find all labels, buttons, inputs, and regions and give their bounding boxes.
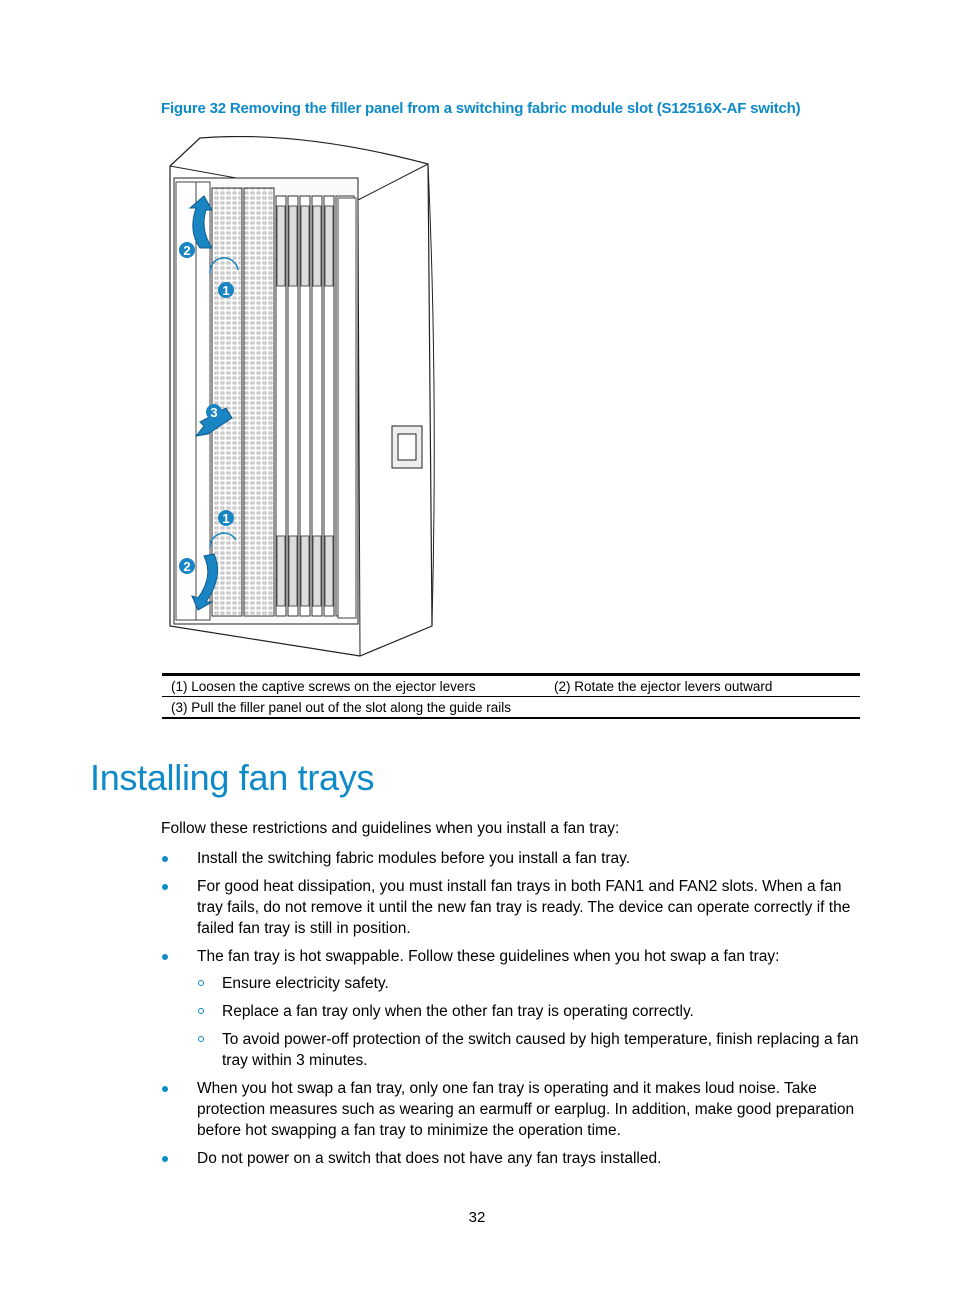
sub-list-item-text: Replace a fan tray only when the other fan tray is operating correctly. xyxy=(222,1003,694,1020)
list-item-text: The fan tray is hot swappable. Follow these guidelines when you hot swap a fan tray: xyxy=(197,948,780,965)
figure-legend-table xyxy=(162,673,860,719)
svg-text:2: 2 xyxy=(183,559,191,574)
sub-list xyxy=(197,973,871,1071)
list-item-text: When you hot swap a fan tray, only one fan tray is operating and it makes loud noise. Take protection measures such as wearing an earmuff or earplug. In addition, make good preparation before hot swapping a fan tray to minimize the operation time. xyxy=(197,1080,855,1139)
section-title: Installing fan trays xyxy=(90,757,375,798)
sub-list-item xyxy=(197,1001,871,1022)
hollow-bullet-icon xyxy=(198,1008,204,1014)
svg-text:2: 2 xyxy=(183,243,191,258)
svg-text:1: 1 xyxy=(222,283,230,298)
hollow-bullet-icon xyxy=(198,1036,204,1042)
bullet-icon xyxy=(162,856,168,862)
list-item-text: For good heat dissipation, you must install fan trays in both FAN1 and FAN2 slots. When a fan tray fails, do not remove it until the new fan tray is ready. The device can operate correctly if the failed fan tray is still in position. xyxy=(197,878,851,937)
section-intro: Follow these restrictions and guidelines when you install a fan tray: xyxy=(161,820,620,837)
bullet-icon xyxy=(162,1156,168,1162)
sub-list-item xyxy=(197,973,871,994)
page-number: 32 xyxy=(468,1209,486,1226)
sub-list-item-text: Ensure electricity safety. xyxy=(222,975,389,992)
legend-row xyxy=(162,675,860,697)
guideline-list xyxy=(161,848,871,1176)
sub-list-item-text: To avoid power-off protection of the switch caused by high temperature, finish replacing a fan tray within 3 minutes. xyxy=(222,1031,859,1069)
legend-cell: (2) Rotate the ejector levers outward xyxy=(554,679,773,694)
list-item xyxy=(161,1148,871,1169)
svg-text:3: 3 xyxy=(210,405,218,420)
legend-row xyxy=(162,697,860,719)
figure-caption: Figure 32 Removing the filler panel from a switching fabric module slot (S12516X-AF switch) xyxy=(161,100,801,117)
list-item-text: Install the switching fabric modules before you install a fan tray. xyxy=(197,850,631,867)
bullet-icon xyxy=(162,954,168,960)
list-item-text: Do not power on a switch that does not have any fan trays installed. xyxy=(197,1150,662,1167)
list-item xyxy=(161,946,871,1071)
switch-chassis-illustration xyxy=(160,136,450,661)
hollow-bullet-icon xyxy=(198,980,204,986)
list-item xyxy=(161,1078,871,1141)
svg-text:1: 1 xyxy=(222,511,230,526)
list-item xyxy=(161,848,871,869)
bullet-icon xyxy=(162,884,168,890)
legend-cell: (1) Loosen the captive screws on the ejector levers xyxy=(171,679,476,694)
filler-panel xyxy=(212,188,242,616)
list-item xyxy=(161,876,871,939)
legend-cell xyxy=(545,697,860,719)
bullet-icon xyxy=(162,1086,168,1092)
legend-cell: (3) Pull the filler panel out of the slot along the guide rails xyxy=(162,697,545,719)
sub-list-item xyxy=(197,1029,871,1071)
